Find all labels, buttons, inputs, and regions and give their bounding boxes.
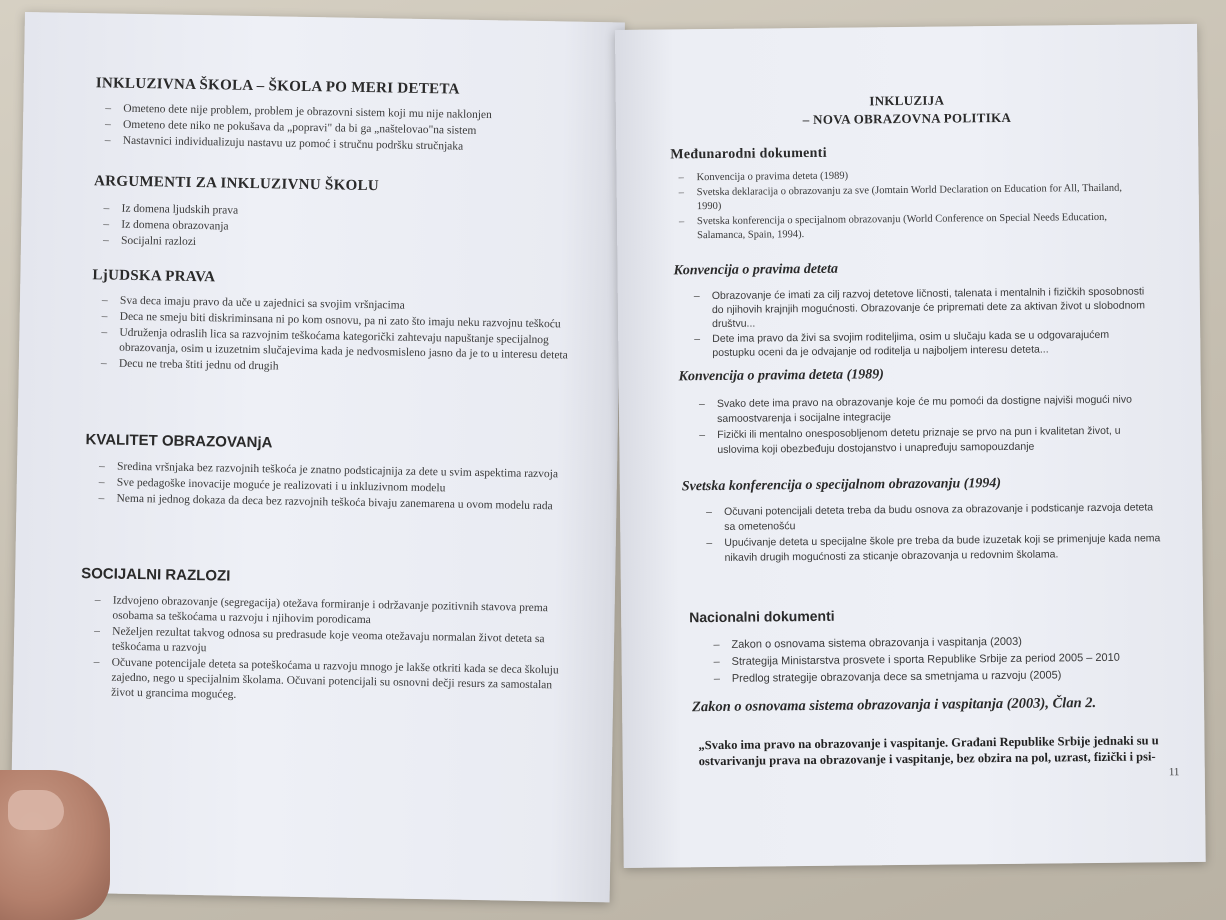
list-item: – Zakon o osnovama sistema obrazovanja i vaspitanja (2003) [709, 632, 1169, 653]
list-item: – Svako dete ima pravo na obrazovanje koje će mu pomoći da dostigne najviši mogući nivo samoostvarenja i socijalne integracije [695, 392, 1155, 427]
list-item: – Predlog strategije obrazovanja dece sa smetnjama u razvoju (2005) [710, 666, 1170, 687]
list-item: – Sve pedagoške inovacije moguće je realizovati i u inkluzivnom modelu [95, 475, 577, 498]
list-item: – Ometeno dete nije problem, problem je obrazovni sistem koji mu nije naklonjen [101, 101, 571, 124]
section-heading-zakon: Zakon o osnovama sistema obrazovanja i vaspitanja (2003), Član 2. [692, 694, 1097, 716]
section-heading-kvalitet: KVALITET OBRAZOVANjA [85, 431, 273, 452]
section-heading-konvencija: Konvencija o pravima deteta [673, 261, 839, 279]
quote-text: „Svako ima pravo na obrazovanje i vaspitanje. Građani Republike Srbije jednaki su u ostvarivanju prava na obrazovanje i vaspitanje, bez obzira na pol, uzrast, fizički i psi- [698, 733, 1159, 769]
thumbnail-highlight [8, 790, 64, 830]
section-heading-svetska-konferencija: Svetska konferencija o specijalnom obrazovanju (1994) [681, 475, 1002, 495]
section-heading-argumenti: ARGUMENTI ZA INKLUZIVNU ŠKOLU [93, 173, 380, 195]
page-number-right: 11 [1168, 766, 1180, 779]
list-item: – Nastavnici individualizuju nastavu uz pomoć i stručnu podršku stručnjaka [101, 133, 571, 156]
list-item: – Nema ni jednog dokaza da deca bez razvojnih teškoća bivaju zanemarena u ovom modelu rada [94, 491, 576, 514]
list-nacionalni [709, 632, 1170, 688]
list-item: – Svetska deklaracija o obrazovanju za sve (Jomtain World Declaration on Education for All, Thailand, 1990) [675, 181, 1145, 214]
list-inkluzivna-skola [101, 101, 572, 157]
list-item: – Decu ne treba štiti jednu od drugih [97, 356, 575, 379]
list-item: – Upućivanje deteta u specijalne škole pre treba da bude izuzetak koji se primenjuje kada nema nikavih drugih mogućnosti za sticanje obrazovanja u redovnim školama. [702, 531, 1162, 566]
list-item: – Očuvane potencijale deteta sa poteškoćama u razvoju mnogo je lakše otkriti kada se deca školuju zajedno, nego u specijalnim školama. Očuvani potencijali su osnovni dečji resurs za samostalan život u grancima mogućeg. [89, 655, 576, 708]
page-title-line2: – NOVA OBRAZOVNA POLITIKA [802, 109, 1012, 128]
list-medjunarodni [674, 166, 1145, 244]
list-item: – Neželjen rezultat takvog odnosa su predrasude koje veoma otežavaju normalan život deteta sa teškoćama u razvoju [90, 624, 576, 662]
section-heading-inkluzivna-skola: INKLUZIVNA ŠKOLA – ŠKOLA PO MERI DETETA [95, 75, 460, 98]
list-item: – Sva deca imaju pravo da uče u zajednici sa svojim vršnjacima [98, 293, 576, 316]
list-kvalitet [94, 459, 577, 515]
section-heading-nacionalni: Nacionalni dokumenti [689, 607, 835, 626]
list-item: – Sredina vršnjaka bez razvojnih teškoća je znatno podsticajnija za dete u svim aspektima razvoja [95, 459, 577, 482]
list-item: – Fizički ili mentalno onesposobljenom detetu priznaje se prvo na pun i kvalitetan život, u uslovima koji obezbeđuju dostojanstvo i unapređuju samopouzdanje [695, 423, 1155, 458]
section-heading-socijalni: SOCIJALNI RAZLOZI [81, 565, 231, 585]
list-item: – Izdvojeno obrazovanje (segregacija) otežava formiranje i održavanje pozitivnih stavova prema osobama sa teškoćama u razvoju i njihovim porodicama [90, 593, 576, 631]
list-argumenti [99, 201, 570, 257]
list-item: – Strategija Ministarstva prosvete i sporta Republike Srbije za period 2005 – 2010 [710, 649, 1170, 670]
list-konvencija-1989 [695, 392, 1156, 459]
list-item: – Svetska konferencija o specijalnom obrazovanju (World Conference on Special Needs Education, Salamanca, Spain, 1994). [675, 210, 1145, 243]
left-page [10, 12, 625, 902]
list-item: – Ometeno dete niko ne pokušava da „popravi" da bi ga „naštelovao"na sistem [101, 117, 571, 140]
list-item: – Dete ima pravo da živi sa svojim roditeljima, osim u slučaju kada se u odgovarajućem postupku oceni da je odvajanje od roditelja u najboljem interesu deteta... [690, 327, 1152, 360]
right-page [615, 24, 1206, 868]
list-item: – Iz domena obrazovanja [99, 217, 569, 240]
list-socijalni [89, 593, 577, 709]
list-ljudska-prava [97, 293, 576, 380]
list-item: – Obrazovanje će imati za cilj razvoj detetove ličnosti, talenata i mentalnih i fizičkih sposobnosti do njihovih krajnjih mogućnosti. Obrazovanje će pripremati dete za aktivan život u slobodnom društvu... [690, 284, 1152, 331]
list-item: – Konvencija o pravima deteta (1989) [674, 166, 1144, 185]
list-item: – Udruženja odraslih lica sa razvojnim teškoćama kategorički zahtevaju napuštanje specijalnog obrazovanja, osim u izuzetnim slučajevima kada je nedvosmisleno jasno da je to u interesu deteta [97, 325, 575, 363]
list-item: – Deca ne smeju biti diskriminsana ni po kom osnovu, pa ni zato što imaju neku razvojnu teškoću [98, 309, 576, 332]
section-heading-medjunarodni: Međunarodni dokumenti [670, 145, 827, 163]
section-heading-ljudska-prava: LjUDSKA PRAVA [92, 267, 216, 286]
section-heading-konvencija-1989: Konvencija o pravima deteta (1989) [678, 367, 885, 385]
list-svetska-konferencija [702, 500, 1163, 567]
list-item: – Očuvani potencijali deteta treba da budu osnova za obrazovanje i podsticanje razvoja deteta sa ometenošću [702, 500, 1162, 535]
page-title-line1: INKLUZIJA [869, 92, 945, 109]
list-konvencija [690, 284, 1153, 361]
list-item: – Iz domena ljudskih prava [99, 201, 569, 224]
list-item: – Socijalni razlozi [99, 233, 569, 256]
